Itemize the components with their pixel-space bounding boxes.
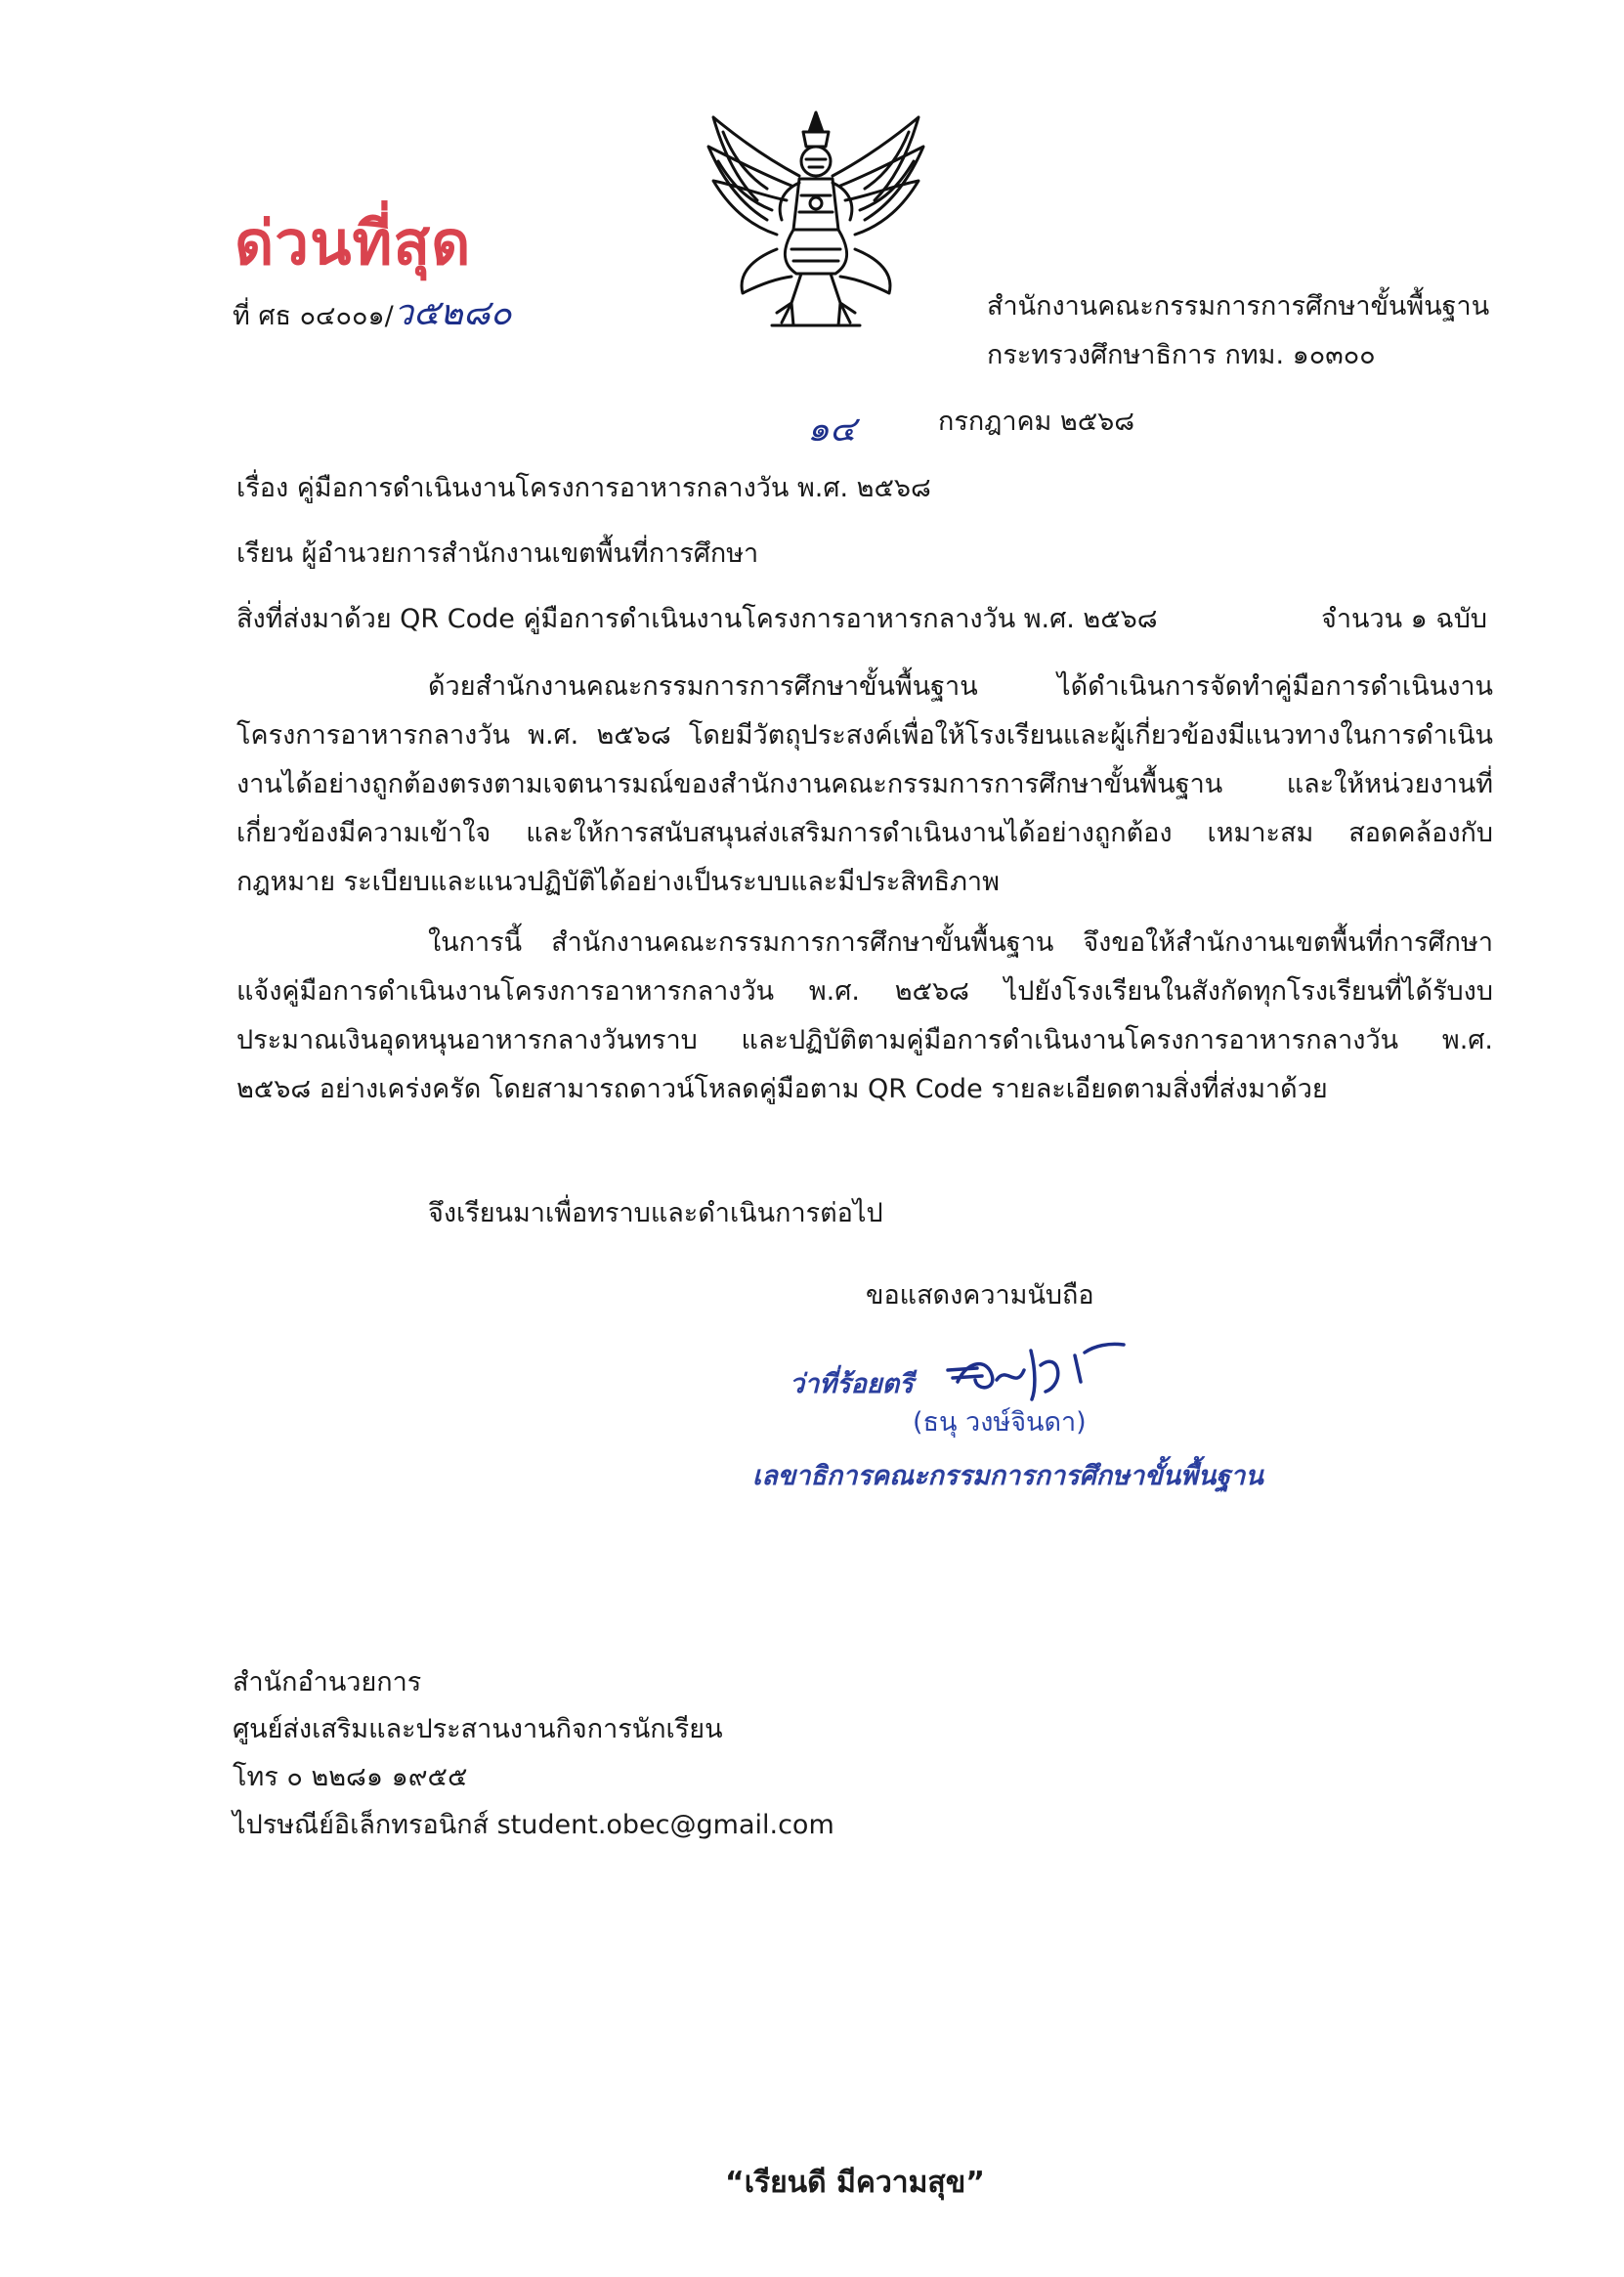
enclosure-count: จำนวน ๑ ฉบับ [1321, 604, 1488, 634]
subject-line: เรื่อง คู่มือการดำเนินงานโครงการอาหารกลางวัน พ.ศ. ๒๕๖๘ [236, 473, 931, 503]
contact-office: สำนักอำนวยการ [233, 1667, 422, 1697]
issuer-office: สำนักงานคณะกรรมการการศึกษาขั้นพื้นฐาน [987, 291, 1490, 322]
contact-phone: โทร ๐ ๒๒๘๑ ๑๙๕๕ [233, 1762, 468, 1792]
signer-rank: ว่าที่ร้อยตรี [790, 1369, 914, 1399]
body-paragraph-2 [236, 919, 1493, 1114]
contact-email: ไปรษณีย์อิเล็กทรอนิกส์ student.obec@gmail.com [233, 1810, 834, 1840]
addressee-line: เรียน ผู้อำนวยการสำนักงานเขตพื้นที่การศึกษา [236, 538, 759, 569]
body-paragraph-1 [236, 663, 1493, 907]
enclosure-line: สิ่งที่ส่งมาด้วย QR Code คู่มือการดำเนินงานโครงการอาหารกลางวัน พ.ศ. ๒๕๖๘ [236, 604, 1158, 634]
document-number-prefix: ที่ ศธ ๐๔๐๐๑/ [233, 301, 394, 331]
contact-division: ศูนย์ส่งเสริมและประสานงานกิจการนักเรียน [233, 1714, 723, 1744]
date-month-year: กรกฎาคม ๒๕๖๘ [938, 407, 1135, 437]
body-paragraph-1-text: ด้วยสำนักงานคณะกรรมการการศึกษาขั้นพื้นฐาน ได้ดำเนินการจัดทำคู่มือการดำเนินงานโครงการอาหารกลางวัน พ.ศ. ๒๕๖๘ โดยมีวัตถุประสงค์เพื่อให้โรงเรียนและผู้เกี่ยวข้องมีแนวทางในการดำเนินงานได้อย่างถูกต้องตรงตามเจตนารมณ์ของสำนักงานคณะกรรมการการศึกษาขั้นพื้นฐาน และให้หน่วยงานที่เกี่ยวข้องมีความเข้าใจ และให้การสนับสนุนส่งเสริมการดำเนินงานได้อย่างถูกต้อง เหมาะสม สอดคล้องกับกฎหมาย ระเบียบและแนวปฏิบัติได้อย่างเป็นระบบและมีประสิทธิภาพ [236, 671, 1493, 897]
signer-name: (ธนุ วงษ์จินดา) [913, 1407, 1087, 1438]
document-number-handwritten: ว๕๒๘๐ [393, 293, 512, 333]
signer-position: เลขาธิการคณะกรรมการการศึกษาขั้นพื้นฐาน [752, 1461, 1263, 1491]
garuda-emblem-icon [684, 103, 948, 337]
issuer-ministry: กระทรวงศึกษาธิการ กทม. ๑๐๓๐๐ [987, 340, 1376, 370]
regards-line: ขอแสดงความนับถือ [866, 1280, 1094, 1310]
date-day: ๑๔ [807, 409, 857, 450]
document-number [233, 293, 512, 333]
body-paragraph-2-text: ในการนี้ สำนักงานคณะกรรมการการศึกษาขั้นพื้นฐาน จึงขอให้สำนักงานเขตพื้นที่การศึกษา แจ้งคู่มือการดำเนินงานโครงการอาหารกลางวัน พ.ศ. ๒๕๖๘ ไปยังโรงเรียนในสังกัดทุกโรงเรียนที่ได้รับงบประมาณเงินอุดหนุนอาหารกลางวันทราบ และปฏิบัติตามคู่มือการดำเนินงานโครงการอาหารกลางวัน พ.ศ. ๒๕๖๘ อย่างเคร่งครัด โดยสามารถดาวน์โหลดคู่มือตาม QR Code รายละเอียดตามสิ่งที่ส่งมาด้วย [236, 927, 1493, 1104]
urgency-stamp: ด่วนที่สุด [235, 207, 472, 279]
handwritten-signature-icon [938, 1331, 1133, 1409]
closing-line: จึงเรียนมาเพื่อทราบและดำเนินการต่อไป [428, 1198, 883, 1228]
footer-motto: “เรียนดี มีความสุข” [725, 2166, 985, 2200]
